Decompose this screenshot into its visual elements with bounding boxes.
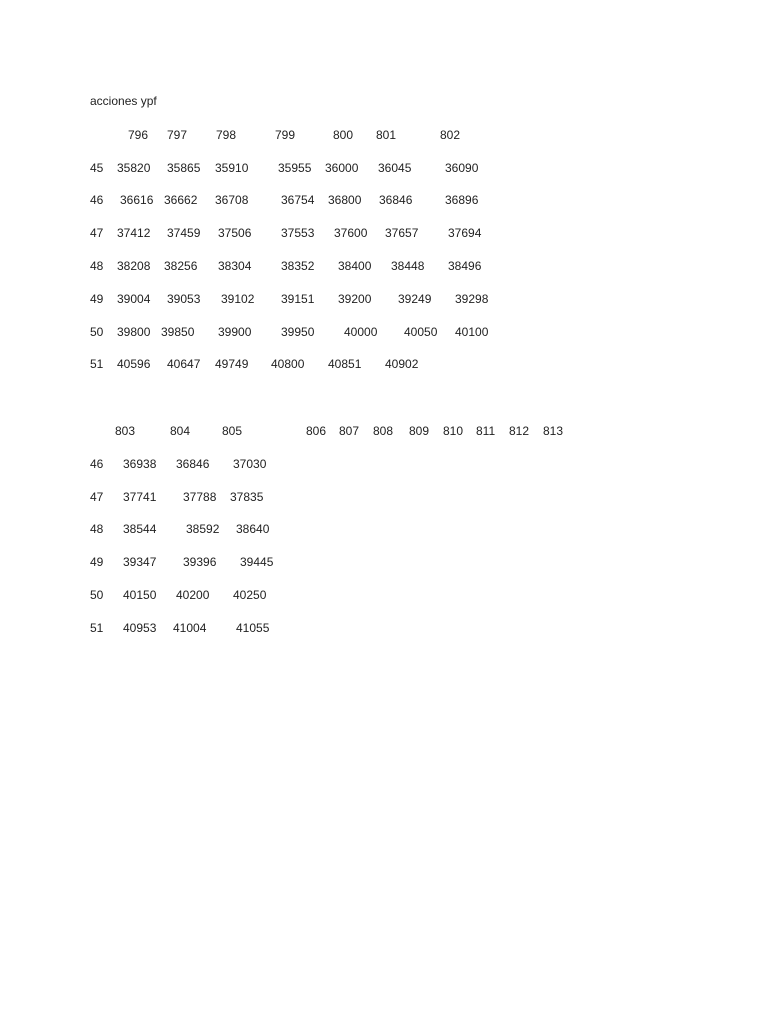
table-2-row-label: 51	[90, 621, 104, 635]
table-1-value-cell: 36616	[120, 193, 154, 207]
table-1-value-cell: 39200	[338, 292, 372, 306]
table-2-value-cell: 40200	[176, 588, 210, 602]
table-2-row-label: 49	[90, 555, 104, 569]
table-1-value-cell: 40851	[328, 357, 362, 371]
table-1-row-label: 45	[90, 161, 104, 175]
table-1-header-cell: 802	[440, 128, 461, 142]
table-1-value-cell: 36045	[378, 161, 412, 175]
table-1-value-cell: 39053	[167, 292, 201, 306]
table-1-value-cell: 39151	[281, 292, 315, 306]
table-1-value-cell: 37412	[117, 226, 151, 240]
table-1-value-cell: 40000	[344, 325, 378, 339]
table-2-header-cell: 812	[509, 424, 530, 438]
table-1-value-cell: 38448	[391, 259, 425, 273]
table-1-row-label: 48	[90, 259, 104, 273]
table-1-header-cell: 801	[376, 128, 397, 142]
table-1-value-cell: 35820	[117, 161, 151, 175]
table-2-value-cell: 40250	[233, 588, 267, 602]
table-2-header-cell: 808	[373, 424, 394, 438]
document-title: acciones ypf	[90, 94, 157, 108]
table-1-value-cell: 39249	[398, 292, 432, 306]
table-2-value-cell: 38592	[186, 522, 220, 536]
table-2-value-cell: 41055	[236, 621, 270, 635]
table-2-value-cell: 39347	[123, 555, 157, 569]
table-1-value-cell: 37657	[385, 226, 419, 240]
table-1-value-cell: 36662	[164, 193, 198, 207]
table-2-header-cell: 809	[409, 424, 430, 438]
table-1-value-cell: 36000	[325, 161, 359, 175]
table-1-value-cell: 36846	[379, 193, 413, 207]
table-1-row-label: 49	[90, 292, 104, 306]
table-1-value-cell: 36896	[445, 193, 479, 207]
table-2-value-cell: 37030	[233, 457, 267, 471]
table-1-value-cell: 40902	[385, 357, 419, 371]
table-2-header-cell: 806	[306, 424, 327, 438]
table-2-value-cell: 40150	[123, 588, 157, 602]
table-1-value-cell: 35865	[167, 161, 201, 175]
table-1-value-cell: 39800	[117, 325, 151, 339]
table-2-header-cell: 804	[170, 424, 191, 438]
table-2-value-cell: 36846	[176, 457, 210, 471]
table-1-value-cell: 40647	[167, 357, 201, 371]
table-1-value-cell: 38352	[281, 259, 315, 273]
table-2-row-label: 47	[90, 490, 104, 504]
table-1-header-cell: 799	[275, 128, 296, 142]
table-1-value-cell: 38496	[448, 259, 482, 273]
table-1-header-cell: 796	[128, 128, 149, 142]
table-1-value-cell: 38400	[338, 259, 372, 273]
table-1-value-cell: 37694	[448, 226, 482, 240]
table-1-value-cell: 39900	[218, 325, 252, 339]
table-1-value-cell: 36708	[215, 193, 249, 207]
table-1-value-cell: 36800	[328, 193, 362, 207]
table-1-row-label: 50	[90, 325, 104, 339]
table-2-row-label: 46	[90, 457, 104, 471]
table-2-value-cell: 37835	[230, 490, 264, 504]
table-2-value-cell: 41004	[173, 621, 207, 635]
table-2-header-cell: 811	[476, 424, 496, 438]
table-1-value-cell: 35910	[215, 161, 249, 175]
table-1-value-cell: 39298	[455, 292, 489, 306]
table-2-header-cell: 807	[339, 424, 360, 438]
table-1-header-cell: 800	[333, 128, 354, 142]
table-1-value-cell: 38256	[164, 259, 198, 273]
table-1-value-cell: 36090	[445, 161, 479, 175]
table-2-value-cell: 38544	[123, 522, 157, 536]
table-1-value-cell: 38304	[218, 259, 252, 273]
table-1-value-cell: 49749	[215, 357, 249, 371]
table-2-header-cell: 810	[443, 424, 464, 438]
table-1-value-cell: 39950	[281, 325, 315, 339]
table-2-value-cell: 37741	[123, 490, 157, 504]
table-1-value-cell: 37553	[281, 226, 315, 240]
table-2-header-cell: 813	[543, 424, 564, 438]
table-2-header-cell: 805	[222, 424, 243, 438]
table-2-value-cell: 38640	[236, 522, 270, 536]
table-1-value-cell: 39004	[117, 292, 151, 306]
table-2-value-cell: 36938	[123, 457, 157, 471]
table-1-value-cell: 40050	[404, 325, 438, 339]
table-2-row-label: 48	[90, 522, 104, 536]
table-2-row-label: 50	[90, 588, 104, 602]
table-1-header-cell: 798	[216, 128, 237, 142]
table-1-value-cell: 37459	[167, 226, 201, 240]
table-1-value-cell: 39102	[221, 292, 255, 306]
table-2-value-cell: 37788	[183, 490, 217, 504]
table-1-value-cell: 37506	[218, 226, 252, 240]
table-2-value-cell: 39445	[240, 555, 274, 569]
table-1-value-cell: 40800	[271, 357, 305, 371]
table-1-value-cell: 39850	[161, 325, 195, 339]
table-1-value-cell: 38208	[117, 259, 151, 273]
table-1-row-label: 47	[90, 226, 104, 240]
table-2-header-cell: 803	[115, 424, 136, 438]
table-1-value-cell: 40596	[117, 357, 151, 371]
table-2-value-cell: 39396	[183, 555, 217, 569]
table-1-value-cell: 35955	[278, 161, 312, 175]
table-1-value-cell: 36754	[281, 193, 315, 207]
table-1-value-cell: 37600	[334, 226, 368, 240]
table-1-row-label: 51	[90, 357, 104, 371]
table-2-value-cell: 40953	[123, 621, 157, 635]
table-1-value-cell: 40100	[455, 325, 489, 339]
table-1-header-cell: 797	[167, 128, 188, 142]
table-1-row-label: 46	[90, 193, 104, 207]
